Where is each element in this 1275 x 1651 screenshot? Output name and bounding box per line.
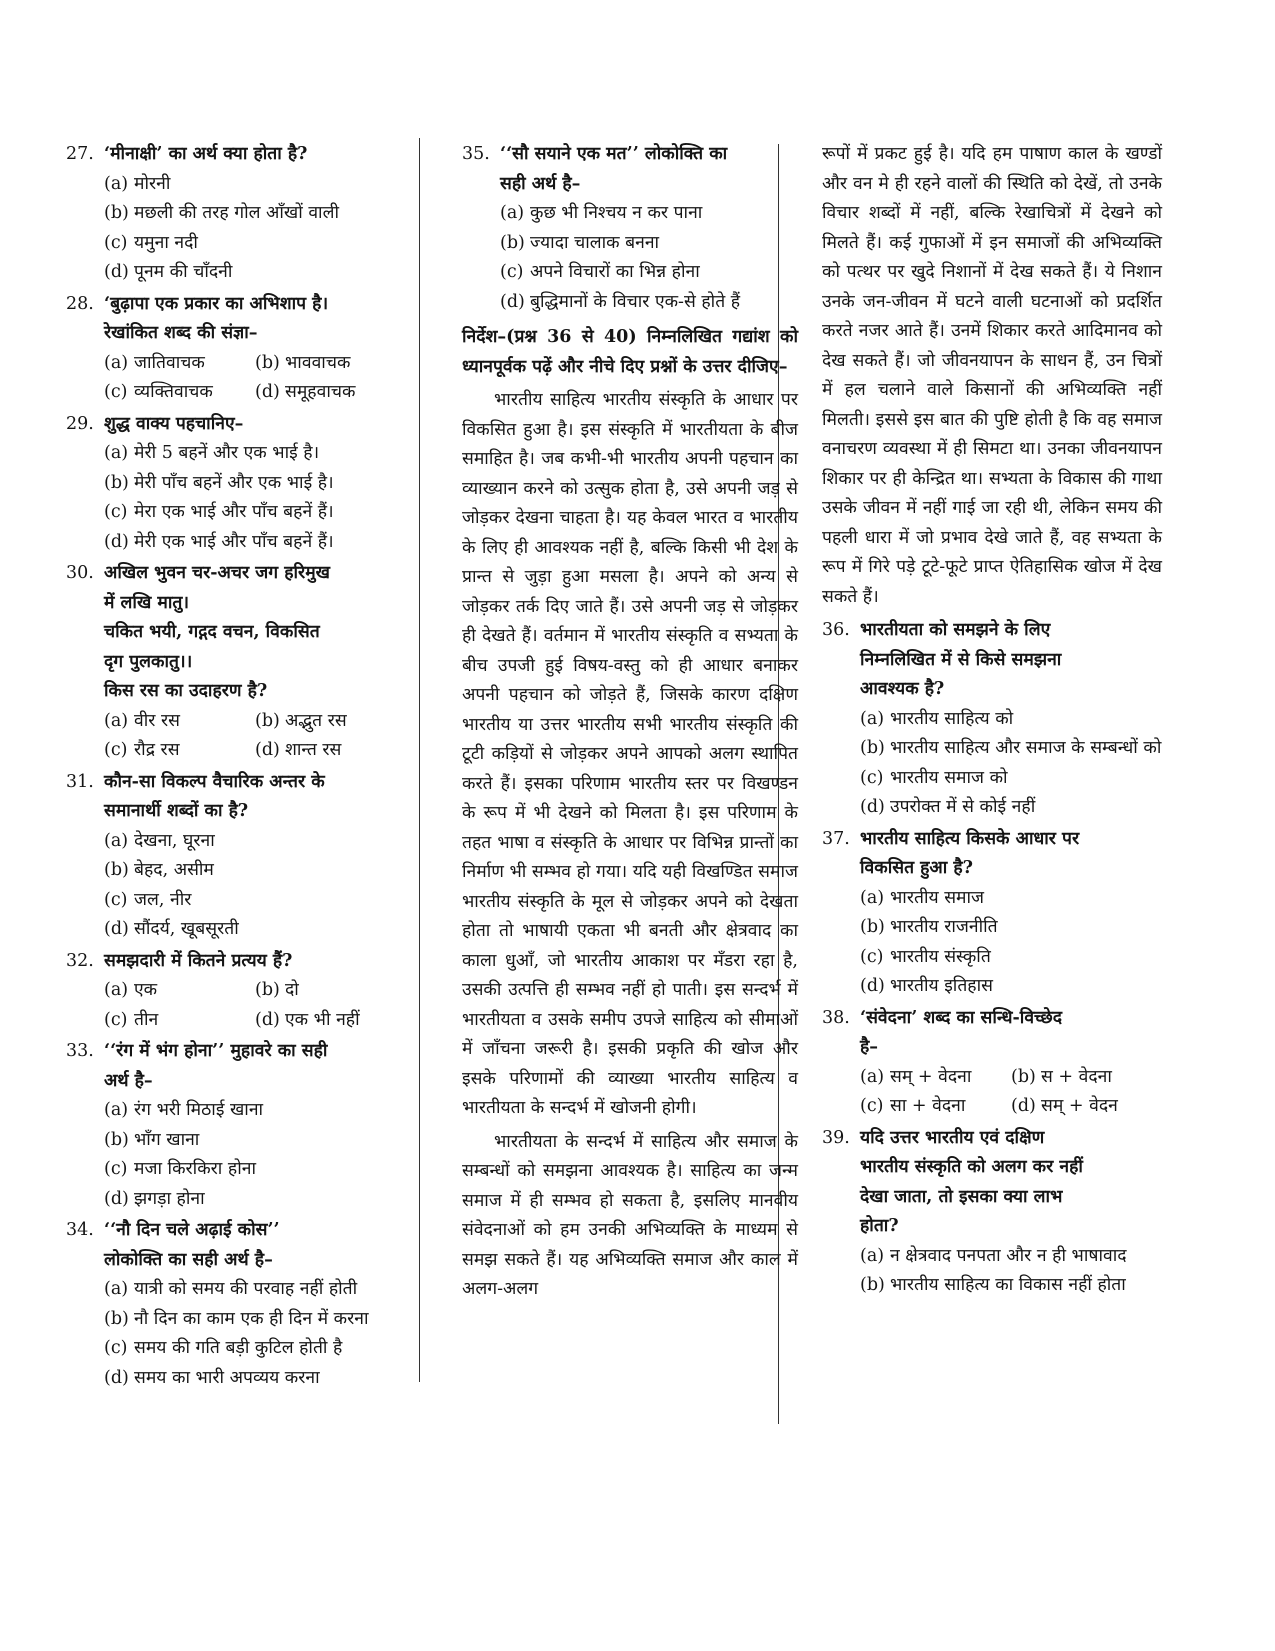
answer-options bbox=[66, 1096, 406, 1214]
answer-option bbox=[255, 976, 406, 1006]
question-text bbox=[104, 1037, 406, 1096]
option-text: एक bbox=[134, 980, 158, 1000]
option-text: व्यक्तिवाचक bbox=[134, 382, 213, 402]
answer-options bbox=[822, 1242, 1162, 1301]
question-number: 30. bbox=[66, 563, 94, 583]
option-label: (a) bbox=[860, 1066, 885, 1087]
answer-option bbox=[104, 1126, 406, 1156]
answer-option bbox=[500, 288, 798, 318]
answer-option bbox=[860, 705, 1162, 735]
answer-option bbox=[860, 1242, 1162, 1272]
question-text-line: निम्नलिखित में से किसे समझना bbox=[860, 649, 1062, 670]
question-text-line: दृग पुलकातु।। bbox=[104, 651, 193, 672]
option-text: मेरा एक भाई और पाँच बहनें हैं। bbox=[134, 502, 334, 522]
option-label: (d) bbox=[104, 919, 129, 939]
question-text-line: ‘संवेदना’ शब्द का सन्धि-विच्छेद bbox=[860, 1007, 1063, 1028]
option-label: (d) bbox=[1011, 1096, 1036, 1116]
option-label: (d) bbox=[104, 531, 129, 552]
col2-questions bbox=[462, 140, 798, 317]
answer-options bbox=[66, 349, 406, 408]
option-text: मेरी 5 बहनें और एक भाई है। bbox=[134, 443, 320, 463]
question-number: 29. bbox=[66, 413, 94, 434]
option-text: कुछ भी निश्चय न कर पाना bbox=[530, 203, 703, 223]
answer-option bbox=[255, 736, 406, 766]
option-label: (d) bbox=[255, 382, 280, 402]
option-label: (a) bbox=[104, 352, 129, 373]
answer-option bbox=[500, 229, 798, 259]
option-label: (a) bbox=[860, 887, 885, 908]
option-text: भारतीय साहित्य का विकास नहीं होता bbox=[890, 1275, 1126, 1295]
answer-options bbox=[66, 707, 406, 766]
option-label: (c) bbox=[104, 502, 128, 522]
question-text bbox=[104, 410, 406, 440]
option-label: (a) bbox=[104, 830, 129, 851]
question-29 bbox=[66, 410, 406, 558]
question-text-line: ‘मीनाक्षी’ का अर्थ क्या होता है? bbox=[104, 144, 308, 164]
answer-option bbox=[104, 498, 406, 528]
option-label: (a) bbox=[104, 173, 129, 194]
answer-option bbox=[104, 976, 255, 1006]
question-34 bbox=[66, 1216, 406, 1393]
answer-option bbox=[860, 1271, 1162, 1301]
answer-option bbox=[104, 915, 406, 945]
question-text-line: भारतीय साहित्य किसके आधार पर bbox=[860, 828, 1080, 849]
option-text: दो bbox=[285, 980, 299, 1000]
option-text: मछली की तरह गोल आँखों वाली bbox=[134, 203, 339, 223]
question-32 bbox=[66, 947, 406, 1036]
answer-option bbox=[860, 913, 1162, 943]
option-text: मजा किरकिरा होना bbox=[134, 1159, 256, 1179]
option-label: (a) bbox=[104, 443, 129, 463]
answer-option bbox=[860, 1063, 1011, 1093]
option-text: मेरी एक भाई और पाँच बहनें हैं। bbox=[134, 531, 334, 552]
option-text: जल, नीर bbox=[134, 889, 192, 910]
answer-option bbox=[104, 170, 406, 200]
answer-options bbox=[822, 884, 1162, 1002]
option-text: रंग भरी मिठाई खाना bbox=[134, 1100, 264, 1120]
option-text: अद्भुत रस bbox=[285, 710, 347, 731]
option-text: ज्यादा चालाक बनना bbox=[530, 232, 660, 253]
question-number: 37. bbox=[822, 828, 850, 849]
question-31 bbox=[66, 768, 406, 945]
option-text: भारतीय राजनीति bbox=[890, 917, 998, 937]
passage-instruction: निर्देश–(प्रश्न 36 से 40) निम्नलिखित गद्यांश को ध्यानपूर्वक पढ़ें और नीचे दिए प्रश्नों के उत्तर दीजिए– bbox=[462, 327, 798, 377]
question-text-line: लोकोक्ति का सही अर्थ है– bbox=[104, 1249, 273, 1270]
option-text: समय का भारी अपव्यय करना bbox=[134, 1367, 320, 1388]
question-text-line: ‘‘रंग में भंग होना’’ मुहावरे का सही bbox=[104, 1041, 328, 1061]
option-text: न क्षेत्रवाद पनपता और न ही भाषावाद bbox=[890, 1245, 1127, 1266]
option-text: भारतीय संस्कृति bbox=[890, 946, 991, 967]
option-text: भारतीय समाज bbox=[890, 887, 985, 908]
option-text: एक भी नहीं bbox=[285, 1009, 360, 1030]
option-label: (b) bbox=[255, 710, 280, 731]
option-label: (b) bbox=[104, 1129, 129, 1150]
option-label: (d) bbox=[255, 740, 280, 760]
option-text: तीन bbox=[134, 1009, 159, 1030]
question-text-line: किस रस का उदाहरण है? bbox=[104, 681, 268, 701]
answer-option bbox=[104, 1006, 255, 1036]
option-text: भारतीय साहित्य को bbox=[890, 708, 1014, 729]
answer-options bbox=[66, 827, 406, 945]
question-text-line: विकसित हुआ है? bbox=[860, 858, 973, 878]
option-text: अपने विचारों का भिन्न होना bbox=[530, 262, 700, 282]
option-text: मोरनी bbox=[134, 173, 171, 194]
option-label: (b) bbox=[860, 917, 885, 937]
question-text-line: है– bbox=[860, 1037, 879, 1057]
option-text: यात्री को समय की परवाह नहीं होती bbox=[134, 1279, 358, 1299]
answer-option bbox=[104, 707, 255, 737]
option-text: भाववाचक bbox=[285, 352, 351, 373]
question-text-line: आवश्यक है? bbox=[860, 679, 945, 699]
option-label: (c) bbox=[860, 946, 884, 967]
question-text-line: में लखि मातु। bbox=[104, 592, 189, 613]
column-divider-left bbox=[419, 138, 420, 1382]
option-label: (b) bbox=[104, 1308, 129, 1329]
answer-option bbox=[1011, 1092, 1162, 1122]
option-label: (b) bbox=[104, 472, 129, 493]
answer-option bbox=[500, 258, 798, 288]
question-text-line: समानार्थी शब्दों का है? bbox=[104, 801, 249, 821]
option-label: (b) bbox=[500, 232, 525, 253]
option-label: (a) bbox=[104, 1100, 129, 1120]
option-label: (c) bbox=[104, 889, 128, 910]
option-text: सम् + वेदन bbox=[1041, 1096, 1118, 1116]
option-text: सौंदर्य, खूबसूरती bbox=[134, 919, 239, 939]
question-number: 33. bbox=[66, 1041, 94, 1061]
answer-option bbox=[255, 378, 406, 408]
middle-column bbox=[462, 140, 798, 1305]
question-text bbox=[860, 616, 1162, 705]
option-text: झगड़ा होना bbox=[134, 1188, 205, 1209]
option-label: (d) bbox=[500, 291, 525, 312]
answer-option bbox=[104, 528, 406, 558]
option-text: स + वेदना bbox=[1041, 1066, 1112, 1087]
answer-option bbox=[104, 1334, 406, 1364]
answer-options bbox=[66, 170, 406, 288]
option-row bbox=[104, 1006, 406, 1036]
option-text: समूहवाचक bbox=[285, 382, 356, 402]
col3-questions bbox=[822, 616, 1162, 1301]
option-label: (a) bbox=[104, 980, 129, 1000]
option-label: (a) bbox=[860, 1245, 885, 1266]
answer-option bbox=[104, 1364, 406, 1394]
option-label: (d) bbox=[255, 1009, 280, 1030]
option-text: भारतीय साहित्य और समाज के सम्बन्धों को bbox=[890, 738, 1162, 758]
option-text: देखना, घूरना bbox=[134, 830, 215, 851]
answer-option bbox=[255, 349, 406, 379]
option-row bbox=[860, 1092, 1162, 1122]
question-27 bbox=[66, 140, 406, 288]
answer-option bbox=[104, 229, 406, 259]
option-label: (d) bbox=[104, 262, 129, 282]
question-text bbox=[104, 140, 406, 170]
question-number: 39. bbox=[822, 1127, 850, 1148]
answer-option bbox=[104, 1096, 406, 1126]
option-text: सा + वेदना bbox=[890, 1096, 966, 1116]
question-text-line: भारतीयता को समझने के लिए bbox=[860, 620, 1051, 640]
question-text-line: भारतीय संस्कृति को अलग कर नहीं bbox=[860, 1157, 1083, 1177]
option-label: (a) bbox=[104, 1279, 129, 1299]
question-text bbox=[104, 1216, 406, 1275]
option-label: (c) bbox=[104, 740, 128, 760]
answer-option bbox=[860, 884, 1162, 914]
question-36 bbox=[822, 616, 1162, 823]
question-number: 36. bbox=[822, 620, 850, 640]
question-text-line: चकित भयी, गद्गद वचन, विकसित bbox=[104, 622, 320, 642]
option-text: भारतीय समाज को bbox=[890, 767, 1008, 788]
question-30 bbox=[66, 559, 406, 766]
question-number: 32. bbox=[66, 950, 94, 971]
question-text-line: रेखांकित शब्द की संज्ञा– bbox=[104, 323, 258, 343]
question-text-line: समझदारी में कितने प्रत्यय हैं? bbox=[104, 950, 293, 971]
option-text: मेरी पाँच बहनें और एक भाई है। bbox=[134, 472, 334, 493]
answer-option bbox=[104, 378, 255, 408]
passage-continuation: रूपों में प्रकट हुई है। यदि हम पाषाण काल के खण्डों और वन मे ही रहने वालों की स्थिति को देखें, तो उनके विचार शब्दों में नहीं, बल्कि रेखाचित्रों में देखने को मिलते हैं। कई गुफाओं में इन समाजों की अभिव्यक्ति को पत्थर पर खुदे निशानों में देख सकते हैं। ये निशान उनके जन-जीवन में घटने वाली घटनाओं को प्रदर्शित करते नजर आते हैं। उनमें शिकार करते आदिमानव को देख सकते हैं। जो जीवनयापन के साधन हैं, उन चित्रों में हल चलाने वाले किसानों की अभिव्यक्ति नहीं मिलती। इससे इस बात की पुष्टि होती है कि वह समाज वनाचरण व्यवस्था में ही सिमटा था। उनका जीवनयापन शिकार पर ही केन्द्रित था। सभ्यता के विकास की गाथा उसके जीवन में नहीं गाई जा रही थी, लेकिन समय की पहली धारा में जो प्रभाव देखे जाते हैं, वह सभ्यता के रूप में गिरे पड़े टूटे-फूटे प्राप्त ऐतिहासिक खोज में देख सकते हैं। bbox=[822, 144, 1162, 607]
option-label: (d) bbox=[860, 797, 885, 817]
option-text: यमुना नदी bbox=[134, 232, 198, 253]
answer-option bbox=[104, 349, 255, 379]
option-row bbox=[104, 349, 406, 379]
option-text: सम् + वेदना bbox=[890, 1066, 972, 1087]
option-text: वीर रस bbox=[134, 710, 180, 731]
option-label: (a) bbox=[860, 708, 885, 729]
question-text-line: ‘‘नौ दिन चले अढ़ाई कोस’’ bbox=[104, 1220, 280, 1240]
question-text-line: देखा जाता, तो इसका क्या लाभ bbox=[860, 1186, 1063, 1207]
option-row bbox=[860, 1063, 1162, 1093]
passage-paragraph-2: भारतीयता के सन्दर्भ में साहित्य और समाज के सम्बन्धों को समझना आवश्यक है। साहित्य का जन्म समाज में ही सम्भव हो सकता है, इसलिए मानवीय संवेदनाओं को हम उनकी अभिव्यक्ति के माध्यम से समझ सकते हैं। यह अभिव्यक्ति समाज और काल में अलग-अलग bbox=[462, 1131, 798, 1299]
question-number: 34. bbox=[66, 1220, 94, 1240]
question-text bbox=[860, 1004, 1162, 1063]
answer-option bbox=[104, 856, 406, 886]
option-label: (c) bbox=[104, 232, 128, 253]
answer-options bbox=[822, 705, 1162, 823]
question-39 bbox=[822, 1124, 1162, 1301]
answer-option bbox=[104, 469, 406, 499]
question-text bbox=[860, 825, 1162, 884]
question-number: 28. bbox=[66, 293, 94, 314]
answer-options bbox=[822, 1063, 1162, 1122]
answer-option bbox=[860, 734, 1162, 764]
answer-options bbox=[66, 439, 406, 557]
answer-options bbox=[462, 199, 798, 317]
option-text: समय की गति बड़ी कुटिल होती है bbox=[134, 1338, 343, 1358]
right-column bbox=[822, 140, 1162, 1303]
question-28 bbox=[66, 290, 406, 408]
option-text: बुद्धिमानों के विचार एक-से होते हैं bbox=[530, 291, 741, 312]
passage-paragraph-1: भारतीय साहित्य भारतीय संस्कृति के आधार पर विकसित हुआ है। इस संस्कृति में भारतीयता के बीज समाहित है। जब कभी-भी भारतीय अपनी पहचान का व्याख्यान करने को उत्सुक होता है, उसे अपनी जड़ से जोड़कर देखना चाहता है। यह केवल भारत व भारतीय के लिए ही आवश्यक नहीं है, बल्कि किसी भी देश के प्रान्त से जुड़ा हुआ मसला है। अपने को अन्य से जोड़कर तर्क दिए जाते हैं। उसे अपनी जड़ से जोड़कर ही देखते हैं। वर्तमान में भारतीय संस्कृति व सभ्यता के बीच उपजी हुई विषय-वस्तु को ही आधार बनाकर अपनी पहचान को जोड़ते हैं, जिसके कारण दक्षिण भारतीय या उत्तर भारतीय सभी भारतीय संस्कृति की टूटी कड़ियों से जोड़कर अपने आपको अलग स्थापित करते हैं। इसका परिणाम भारतीय स्तर पर विखण्डन के रूप में भी देखने को मिलता है। इस परिणाम के तहत भाषा व संस्कृति के आधार पर विभिन्न प्रान्तों का निर्माण भी सम्भव हो गया। यदि यही विखण्डित समाज भारतीय संस्कृति के मूल से जोड़कर अपने को देखता होता तो भाषायी एकता भी बनती और क्षेत्रवाद का काला धुआँ, जो भारतीय आकाश पर मँडरा रहा है, उसकी उत्पत्ति ही सम्भव नहीं हो पाती। इस सन्दर्भ में भारतीयता व उसके समीप उपजे साहित्य को सीमाओं में जाँचना जरूरी है। इसकी प्रकृति की खोज और इसके परिणामों की व्याख्या भारतीय साहित्य व भारतीयता के सन्दर्भ में खोजनी होगी। bbox=[462, 390, 798, 1118]
option-label: (b) bbox=[104, 860, 129, 880]
answer-option bbox=[104, 736, 255, 766]
question-text bbox=[104, 947, 406, 977]
option-row bbox=[104, 378, 406, 408]
question-text bbox=[104, 290, 406, 349]
option-label: (c) bbox=[500, 262, 524, 282]
answer-option bbox=[1011, 1063, 1162, 1093]
answer-option bbox=[255, 1006, 406, 1036]
answer-option bbox=[255, 707, 406, 737]
question-35 bbox=[462, 140, 798, 317]
option-text: रौद्र रस bbox=[134, 740, 180, 760]
option-text: भाँग खाना bbox=[134, 1129, 200, 1150]
answer-option bbox=[104, 199, 406, 229]
option-text: भारतीय इतिहास bbox=[890, 976, 993, 996]
option-label: (b) bbox=[104, 203, 129, 223]
question-37 bbox=[822, 825, 1162, 1002]
option-label: (c) bbox=[104, 1338, 128, 1358]
left-column bbox=[66, 140, 406, 1395]
question-text-line: कौन-सा विकल्प वैचारिक अन्तर के bbox=[104, 771, 325, 792]
option-label: (b) bbox=[255, 352, 280, 373]
option-row bbox=[104, 976, 406, 1006]
answer-option bbox=[104, 1305, 406, 1335]
option-label: (c) bbox=[860, 1096, 884, 1116]
question-text-line: यदि उत्तर भारतीय एवं दक्षिण bbox=[860, 1127, 1045, 1148]
option-label: (d) bbox=[860, 976, 885, 996]
question-number: 31. bbox=[66, 771, 94, 792]
answer-option bbox=[860, 793, 1162, 823]
question-text-line: ‘बुढ़ापा एक प्रकार का अभिशाप है। bbox=[104, 293, 329, 314]
option-text: नौ दिन का काम एक ही दिन में करना bbox=[134, 1308, 369, 1329]
question-number: 27. bbox=[66, 144, 94, 164]
option-text: पूनम की चाँदनी bbox=[134, 262, 233, 282]
question-number: 35. bbox=[462, 144, 490, 164]
answer-option bbox=[104, 258, 406, 288]
question-text-line: शुद्ध वाक्य पहचानिए– bbox=[104, 413, 244, 434]
question-text bbox=[500, 140, 798, 199]
question-text bbox=[860, 1124, 1162, 1242]
answer-option bbox=[860, 764, 1162, 794]
question-text-line: अर्थ है– bbox=[104, 1070, 153, 1091]
option-row bbox=[104, 736, 406, 766]
answer-option bbox=[104, 439, 406, 469]
option-label: (c) bbox=[104, 382, 128, 402]
option-label: (c) bbox=[860, 767, 884, 788]
answer-option bbox=[860, 1092, 1011, 1122]
answer-option bbox=[104, 827, 406, 857]
question-number: 38. bbox=[822, 1007, 850, 1028]
answer-option bbox=[860, 943, 1162, 973]
answer-option bbox=[104, 1185, 406, 1215]
option-label: (b) bbox=[860, 1275, 885, 1295]
option-label: (c) bbox=[104, 1159, 128, 1179]
option-label: (b) bbox=[860, 738, 885, 758]
question-text bbox=[104, 559, 406, 707]
answer-option bbox=[500, 199, 798, 229]
option-text: उपरोक्त में से कोई नहीं bbox=[890, 797, 1036, 817]
option-label: (b) bbox=[1011, 1066, 1036, 1087]
answer-options bbox=[66, 976, 406, 1035]
option-label: (a) bbox=[500, 203, 525, 223]
question-text-line: ‘‘सौ सयाने एक मत’’ लोकोक्ति का bbox=[500, 144, 728, 164]
answer-option bbox=[104, 1275, 406, 1305]
question-text-line: अखिल भुवन चर-अचर जग हरिमुख bbox=[104, 563, 330, 583]
question-38 bbox=[822, 1004, 1162, 1122]
question-text-line: सही अर्थ है– bbox=[500, 173, 581, 194]
answer-option bbox=[104, 1155, 406, 1185]
answer-options bbox=[66, 1275, 406, 1393]
option-label: (a) bbox=[104, 710, 129, 731]
question-33 bbox=[66, 1037, 406, 1214]
option-label: (d) bbox=[104, 1188, 129, 1209]
option-label: (b) bbox=[255, 980, 280, 1000]
question-text bbox=[104, 768, 406, 827]
option-label: (c) bbox=[104, 1009, 128, 1030]
option-text: जातिवाचक bbox=[134, 352, 205, 373]
answer-option bbox=[860, 972, 1162, 1002]
option-text: शान्त रस bbox=[285, 740, 342, 760]
question-text-line: होता? bbox=[860, 1216, 899, 1236]
option-text: बेहद, असीम bbox=[134, 860, 214, 880]
option-label: (d) bbox=[104, 1367, 129, 1388]
option-row bbox=[104, 707, 406, 737]
answer-option bbox=[104, 886, 406, 916]
